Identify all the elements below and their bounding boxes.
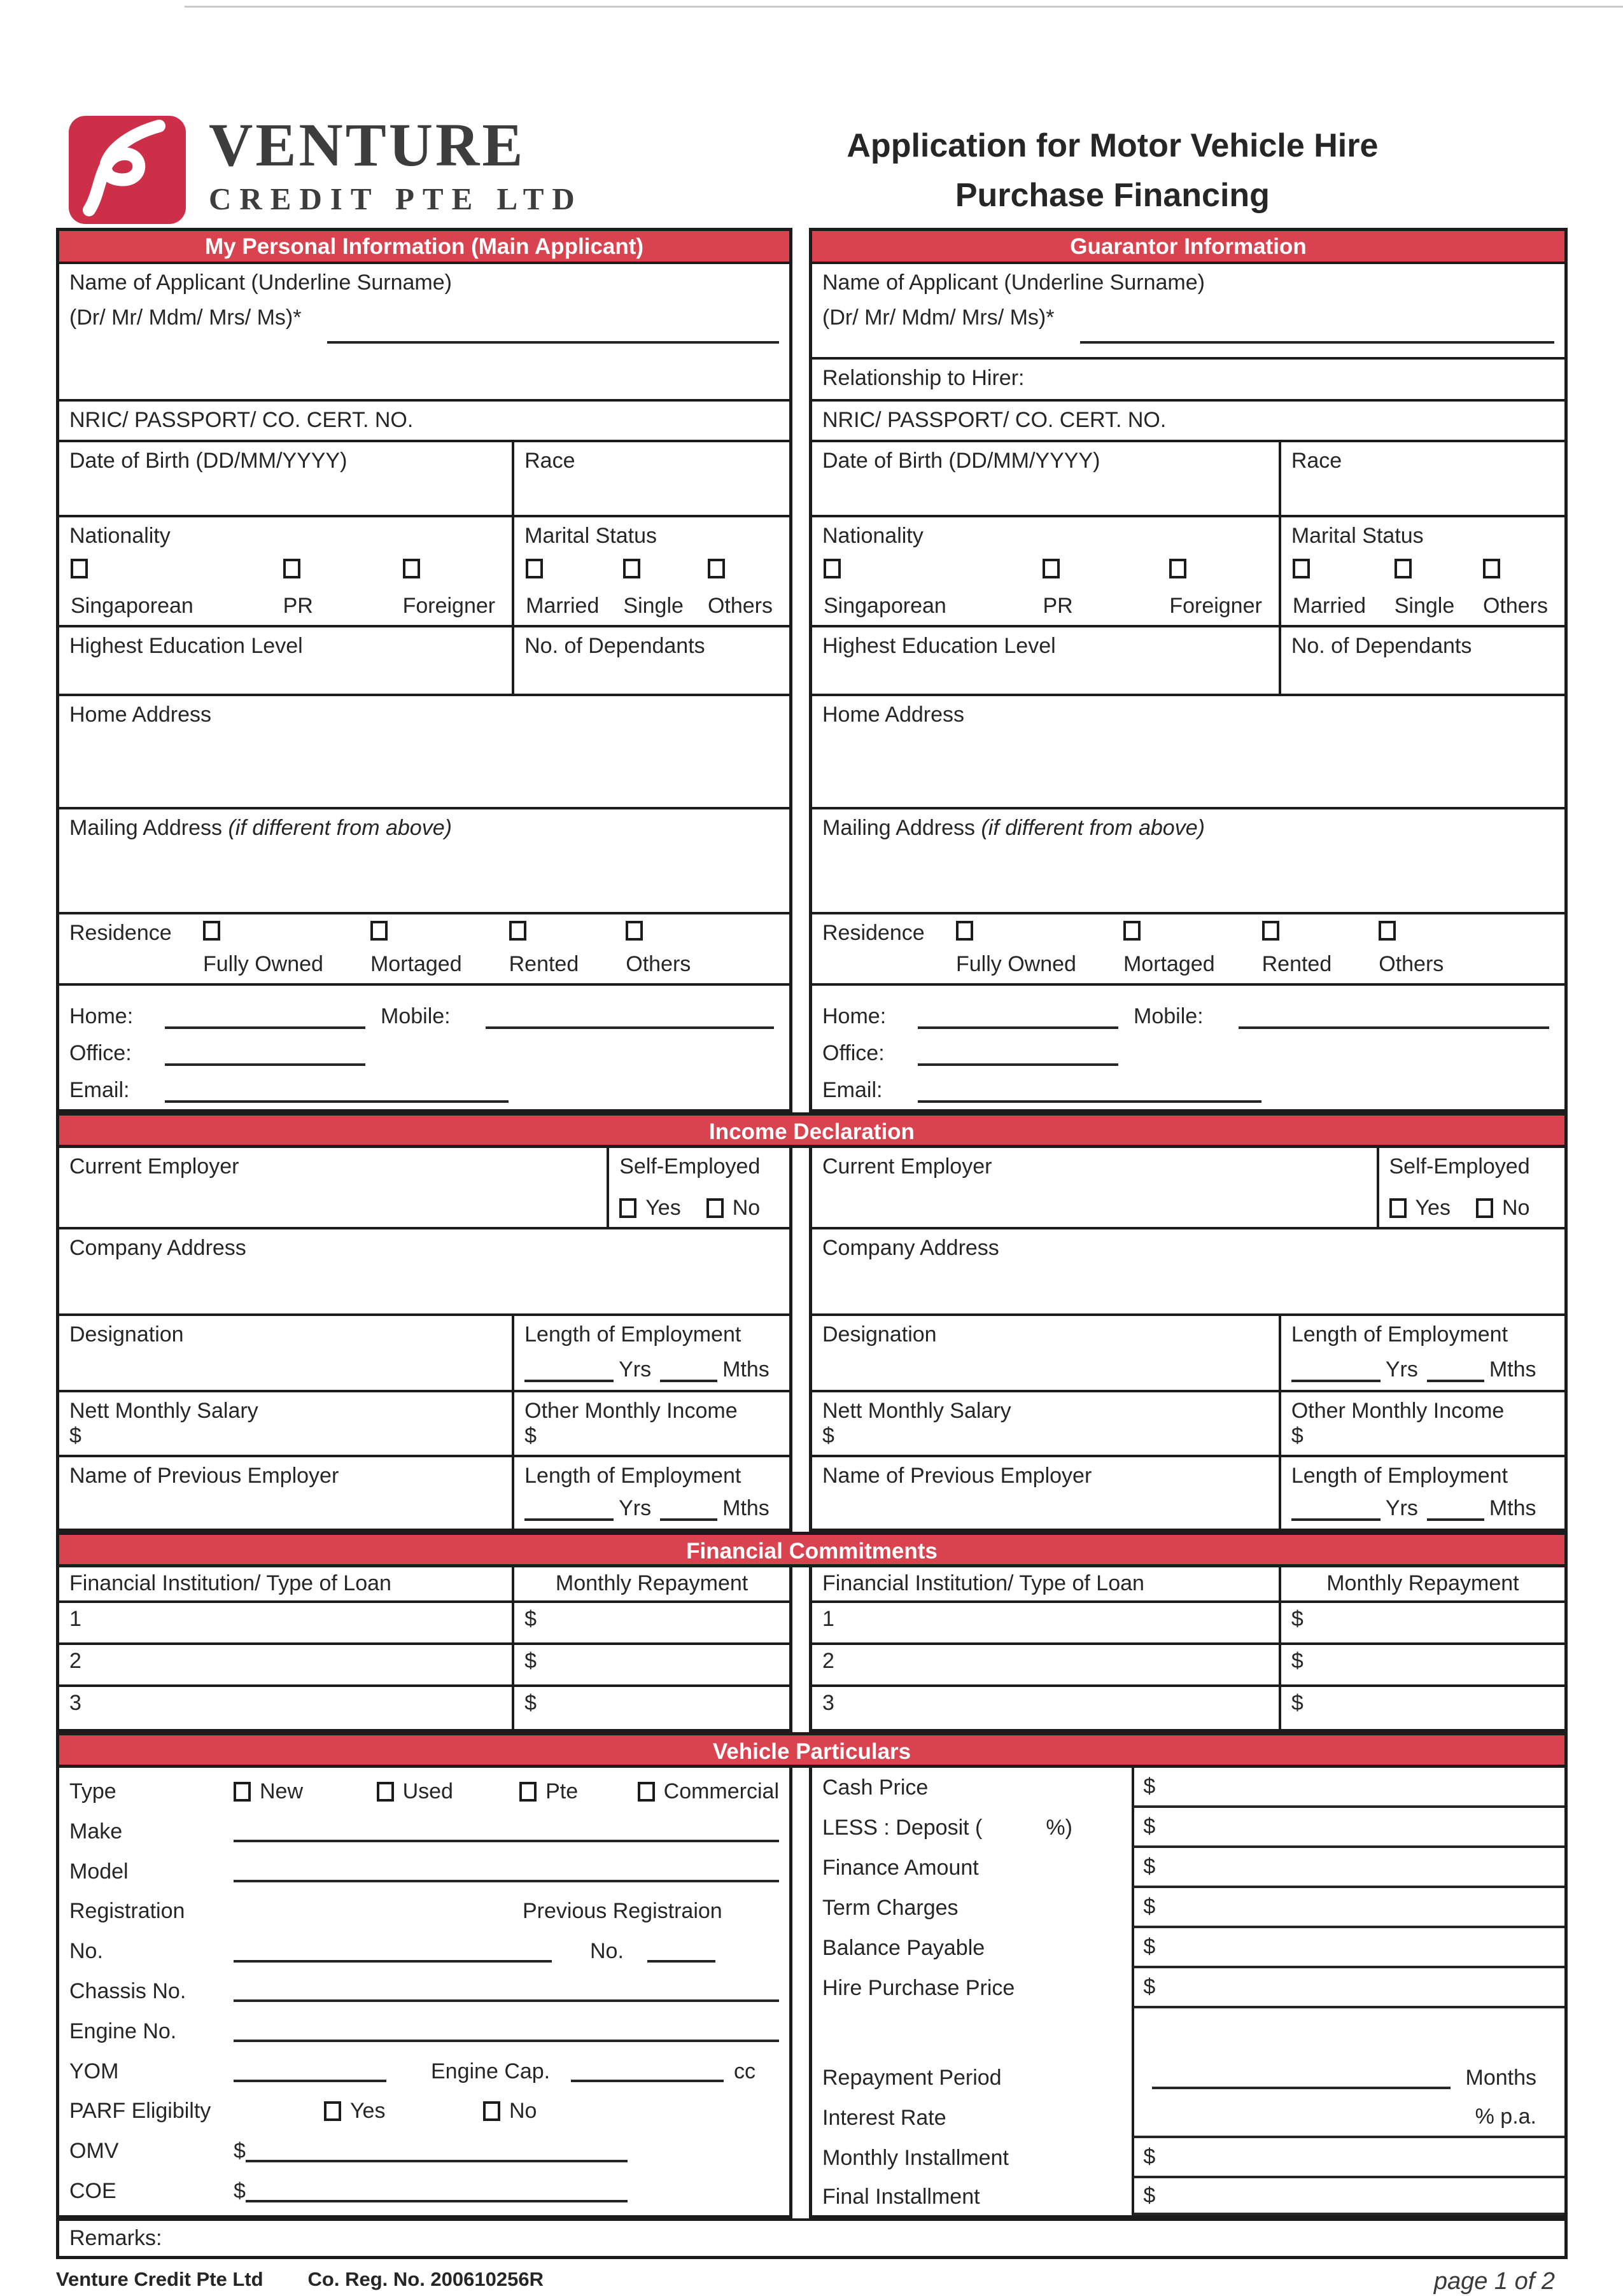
applicant-self-employed-no-checkbox[interactable] — [706, 1198, 724, 1218]
applicant-repayment-row-2[interactable]: $ — [512, 1645, 789, 1684]
guarantor-prev-length-employment-label: Length of Employment — [1291, 1464, 1508, 1488]
guarantor-office-phone-label: Office: — [822, 1041, 885, 1065]
guarantor-other-income-cell[interactable] — [1279, 1392, 1564, 1455]
vehicle-new-checkbox[interactable] — [234, 1782, 251, 1802]
vehicle-parf-no-label: No — [509, 2099, 537, 2124]
guarantor-fully-owned-checkbox[interactable] — [956, 921, 973, 941]
guarantor-loan-row-1[interactable]: 1 — [822, 1607, 834, 1631]
guarantor-self-employed-no-checkbox[interactable] — [1476, 1198, 1493, 1218]
months-label: Months — [1465, 2066, 1536, 2090]
applicant-fully-owned-label: Fully Owned — [203, 952, 323, 976]
applicant-home-address-label: Home Address — [69, 703, 211, 727]
form-body — [56, 228, 1568, 2295]
guarantor-fully-owned-label: Fully Owned — [956, 952, 1076, 976]
applicant-prev-length-employment-cell — [512, 1457, 789, 1529]
applicant-company-address-label: Company Address — [69, 1236, 246, 1260]
applicant-repayment-header: Monthly Repayment — [512, 1567, 789, 1600]
guarantor-nett-salary-label: Nett Monthly Salary — [822, 1399, 1011, 1423]
vehicle-yom-field[interactable] — [234, 2061, 386, 2082]
applicant-rented-checkbox[interactable] — [509, 921, 526, 941]
guarantor-length-employment-cell — [1279, 1316, 1564, 1390]
vehicle-engine-cap-field[interactable] — [571, 2061, 724, 2082]
guarantor-designation-label: Designation — [822, 1322, 937, 1347]
vehicle-prev-reg-no-label: No. — [590, 1939, 624, 1964]
vehicle-make-label: Make — [69, 1819, 123, 1844]
guarantor-singaporean-checkbox[interactable] — [824, 559, 841, 578]
guarantor-name-label: Name of Applicant (Underline Surname) — [822, 270, 1205, 295]
vehicle-registration-label: Registration — [69, 1899, 185, 1924]
vehicle-coe-field[interactable] — [246, 2181, 628, 2202]
form-title-line1: Application for Motor Vehicle Hire — [847, 127, 1379, 164]
guarantor-dependants-cell[interactable] — [1279, 627, 1564, 694]
form-header — [64, 111, 1566, 226]
applicant-others-marital-checkbox[interactable] — [708, 559, 725, 578]
applicant-previous-employer-label: Name of Previous Employer — [69, 1464, 339, 1488]
vehicle-engine-no-field[interactable] — [234, 2020, 779, 2042]
guarantor-home-address-label: Home Address — [822, 703, 964, 727]
vehicle-financing-spacer — [812, 2008, 1132, 2058]
guarantor-prev-yrs-label: Yrs — [1385, 1496, 1418, 1520]
applicant-prev-mths-label: Mths — [722, 1496, 769, 1520]
applicant-dependants-cell[interactable] — [512, 627, 789, 694]
guarantor-dob-cell[interactable] — [812, 442, 1279, 515]
guarantor-nric-cell[interactable] — [812, 402, 1564, 440]
applicant-mailing-note: (if different from above) — [228, 816, 452, 840]
vehicle-details-box — [56, 1768, 792, 2218]
vehicle-coe-label: COE — [69, 2179, 116, 2204]
applicant-self-employed-no-label: No — [732, 1196, 761, 1220]
guarantor-married-checkbox[interactable] — [1293, 559, 1310, 578]
guarantor-self-employed-yes-label: Yes — [1415, 1196, 1451, 1220]
applicant-single-label: Single — [623, 594, 684, 618]
applicant-mailing-address-cell[interactable] — [59, 809, 789, 912]
brand-subname: CREDIT PTE LTD — [209, 181, 583, 216]
applicant-fully-owned-checkbox[interactable] — [203, 921, 220, 941]
repayment-period-field[interactable] — [1132, 2058, 1564, 2098]
guarantor-self-employed-cell — [1377, 1148, 1565, 1227]
vehicle-engine-no-label: Engine No. — [69, 2019, 177, 2043]
vehicle-particulars-banner: Vehicle Particulars — [56, 1732, 1568, 1768]
applicant-prev-employment-yrs-field[interactable] — [524, 1499, 614, 1521]
guarantor-contact-cell — [812, 986, 1564, 1109]
vehicle-engine-cap-label: Engine Cap. — [431, 2059, 551, 2083]
guarantor-self-employed-yes-checkbox[interactable] — [1389, 1198, 1407, 1218]
applicant-other-income-cell[interactable] — [512, 1392, 789, 1455]
guarantor-employment-mths-field[interactable] — [1427, 1361, 1484, 1382]
remarks-label: Remarks: — [69, 2226, 162, 2250]
guarantor-income-table — [809, 1148, 1568, 1532]
pa-label: % p.a. — [1475, 2104, 1536, 2129]
guarantor-race-label: Race — [1291, 449, 1342, 473]
vehicle-chassis-label: Chassis No. — [69, 1978, 186, 2003]
repayment-period-label: Repayment Period — [822, 2066, 1002, 2090]
applicant-single-checkbox[interactable] — [623, 559, 640, 578]
page-number: page 1 of 2 — [1433, 2268, 1555, 2295]
applicant-singaporean-label: Singaporean — [71, 594, 193, 618]
applicant-foreigner-checkbox[interactable] — [403, 559, 420, 578]
vehicle-used-label: Used — [402, 1779, 453, 1803]
guarantor-current-employer-cell[interactable] — [812, 1148, 1377, 1227]
form-title-line2: Purchase Financing — [955, 177, 1270, 214]
guarantor-salutation-label: (Dr/ Mr/ Mdm/ Mrs/ Ms)* — [822, 305, 1055, 330]
guarantor-home-address-cell[interactable] — [812, 696, 1564, 807]
vehicle-parf-label: PARF Eligibilty — [69, 2099, 211, 2124]
guarantor-institution-header: Financial Institution/ Type of Loan — [822, 1571, 1144, 1595]
interest-rate-label: Interest Rate — [822, 2106, 946, 2130]
page-footer — [56, 2268, 1568, 2295]
applicant-mobile-field[interactable] — [486, 1007, 774, 1029]
guarantor-designation-cell[interactable] — [812, 1316, 1279, 1390]
guarantor-repayment-row-1[interactable]: $ — [1279, 1603, 1564, 1642]
guarantor-rented-checkbox[interactable] — [1262, 921, 1279, 941]
applicant-current-employer-label: Current Employer — [69, 1154, 239, 1179]
vehicle-parf-yes-checkbox[interactable] — [324, 2101, 341, 2121]
applicant-nationality-cell — [59, 517, 512, 625]
guarantor-single-checkbox[interactable] — [1395, 559, 1412, 578]
logo-swirl-icon — [64, 115, 191, 226]
guarantor-pr-checkbox[interactable] — [1043, 559, 1060, 578]
vehicle-financing-box — [809, 1768, 1568, 2218]
applicant-pr-label: PR — [283, 594, 313, 618]
applicant-loan-row-2[interactable]: 2 — [69, 1649, 81, 1673]
applicant-mobile-label: Mobile: — [381, 1004, 451, 1028]
applicant-marital-cell — [512, 517, 789, 625]
hire-purchase-price-field[interactable]: $ — [1132, 1968, 1564, 2008]
vehicle-reg-no-field[interactable] — [234, 1941, 552, 1963]
applicant-mortaged-label: Mortaged — [370, 952, 462, 976]
guarantor-marital-label: Marital Status — [1291, 524, 1424, 548]
guarantor-company-address-cell[interactable] — [812, 1229, 1564, 1313]
vehicle-type-label: Type — [69, 1779, 116, 1803]
applicant-office-phone-field[interactable] — [165, 1044, 365, 1066]
guarantor-office-phone-field[interactable] — [918, 1044, 1118, 1066]
guarantor-dob-label: Date of Birth (DD/MM/YYYY) — [822, 449, 1100, 473]
vehicle-pte-label: Pte — [545, 1779, 579, 1803]
income-declaration-banner: Income Declaration — [56, 1112, 1568, 1148]
applicant-home-address-cell[interactable] — [59, 696, 789, 807]
scan-artifact-line — [185, 6, 1623, 8]
term-charges-label: Term Charges — [822, 1896, 959, 1920]
vehicle-prev-registration-label: Previous Registraion — [523, 1899, 722, 1924]
guarantor-prev-length-employment-cell — [1279, 1457, 1564, 1529]
vehicle-omv-field[interactable] — [246, 2141, 628, 2162]
applicant-office-phone-label: Office: — [69, 1041, 132, 1065]
applicant-married-label: Married — [526, 594, 600, 618]
less-deposit-label: LESS : Deposit ( %) — [822, 1816, 1072, 1840]
applicant-other-income-currency: $ — [524, 1424, 537, 1448]
applicant-prev-employment-mths-field[interactable] — [660, 1499, 717, 1521]
vehicle-used-checkbox[interactable] — [377, 1782, 394, 1802]
guarantor-race-cell[interactable] — [1279, 442, 1564, 515]
applicant-dob-cell[interactable] — [59, 442, 512, 515]
guarantor-foreigner-label: Foreigner — [1169, 594, 1262, 618]
guarantor-others-residence-checkbox[interactable] — [1379, 921, 1396, 941]
final-installment-label: Final Installment — [822, 2184, 980, 2209]
applicant-self-employed-cell — [607, 1148, 789, 1227]
guarantor-nett-salary-cell[interactable] — [812, 1392, 1279, 1455]
guarantor-employment-yrs-field[interactable] — [1291, 1361, 1381, 1382]
guarantor-education-cell[interactable] — [812, 627, 1279, 694]
guarantor-commitments-table — [809, 1567, 1568, 1732]
guarantor-education-label: Highest Education Level — [822, 634, 1056, 658]
vehicle-omv-label: OMV — [69, 2139, 119, 2164]
vehicle-reg-no-label: No. — [69, 1939, 103, 1964]
applicant-repayment-row-3[interactable]: $ — [512, 1687, 789, 1729]
guarantor-prev-employment-yrs-field[interactable] — [1291, 1499, 1381, 1521]
applicant-employment-mths-field[interactable] — [660, 1361, 717, 1382]
applicant-foreigner-label: Foreigner — [402, 594, 496, 618]
vehicle-yom-label: YOM — [69, 2059, 119, 2083]
applicant-residence-cell — [59, 914, 789, 983]
guarantor-info-banner: Guarantor Information — [812, 231, 1564, 264]
guarantor-mortaged-checkbox[interactable] — [1123, 921, 1141, 941]
guarantor-home-phone-label: Home: — [822, 1004, 887, 1028]
guarantor-pr-label: PR — [1043, 594, 1073, 618]
vehicle-parf-yes-label: Yes — [350, 2099, 386, 2124]
vehicle-model-field[interactable] — [234, 1861, 779, 1882]
guarantor-previous-employer-cell[interactable] — [812, 1457, 1279, 1529]
vehicle-commercial-label: Commercial — [663, 1779, 779, 1803]
applicant-length-employment-cell — [512, 1316, 789, 1390]
guarantor-nric-label: NRIC/ PASSPORT/ CO. CERT. NO. — [822, 408, 1167, 432]
applicant-self-employed-yes-label: Yes — [645, 1196, 681, 1220]
applicant-current-employer-cell[interactable] — [59, 1148, 607, 1227]
monthly-installment-field[interactable]: $ — [1132, 2138, 1564, 2178]
vehicle-prev-reg-no-field[interactable] — [647, 1941, 715, 1963]
applicant-others-marital-label: Others — [707, 594, 773, 618]
applicant-length-employment-label: Length of Employment — [524, 1322, 741, 1347]
applicant-repayment-row-1[interactable]: $ — [512, 1603, 789, 1642]
guarantor-prev-mths-label: Mths — [1489, 1496, 1536, 1520]
guarantor-singaporean-label: Singaporean — [824, 594, 946, 618]
applicant-mortaged-checkbox[interactable] — [370, 921, 388, 941]
financial-commitments-banner: Financial Commitments — [56, 1532, 1568, 1567]
final-installment-field[interactable]: $ — [1132, 2178, 1564, 2215]
applicant-nric-label: NRIC/ PASSPORT/ CO. CERT. NO. — [69, 408, 414, 432]
guarantor-residence-label: Residence — [822, 921, 925, 945]
guarantor-mortaged-label: Mortaged — [1123, 952, 1215, 976]
guarantor-relationship-label: Relationship to Hirer: — [822, 366, 1025, 390]
applicant-designation-label: Designation — [69, 1322, 184, 1347]
applicant-self-employed-yes-checkbox[interactable] — [619, 1198, 636, 1218]
guarantor-residence-cell — [812, 914, 1564, 983]
guarantor-rented-label: Rented — [1261, 952, 1332, 976]
applicant-race-label: Race — [524, 449, 575, 473]
applicant-loan-row-3[interactable]: 3 — [69, 1691, 81, 1715]
applicant-nric-cell[interactable] — [59, 402, 789, 440]
vehicle-make-field[interactable] — [234, 1821, 779, 1842]
guarantor-loan-row-2[interactable]: 2 — [822, 1649, 834, 1673]
vehicle-pte-checkbox[interactable] — [519, 1782, 537, 1802]
applicant-self-employed-label: Self-Employed — [619, 1154, 761, 1179]
guarantor-self-employed-no-label: No — [1501, 1196, 1530, 1220]
applicant-dob-label: Date of Birth (DD/MM/YYYY) — [69, 449, 348, 473]
less-deposit-field[interactable]: $ — [1132, 1808, 1564, 1848]
guarantor-others-residence-label: Others — [1379, 952, 1444, 976]
applicant-commitments-table — [56, 1567, 792, 1732]
guarantor-mobile-field[interactable] — [1239, 1007, 1549, 1029]
guarantor-nationality-cell — [812, 517, 1279, 625]
balance-payable-field[interactable]: $ — [1132, 1928, 1564, 1968]
personal-info-banner: My Personal Information (Main Applicant) — [59, 231, 789, 264]
footer-reg-no: Co. Reg. No. 200610256R — [307, 2268, 544, 2290]
guarantor-nationality-label: Nationality — [822, 524, 924, 548]
applicant-loan-row-1[interactable]: 1 — [69, 1607, 81, 1631]
guarantor-mailing-address-label: Mailing Address (if different from above) — [822, 816, 1205, 840]
applicant-contact-cell — [59, 986, 789, 1109]
guarantor-info-table — [809, 228, 1568, 1112]
vehicle-coe-currency: $ — [234, 2179, 246, 2204]
applicant-name-field[interactable] — [327, 322, 780, 344]
vehicle-model-label: Model — [69, 1859, 129, 1884]
guarantor-other-income-currency: $ — [1291, 1424, 1303, 1448]
guarantor-email-label: Email: — [822, 1078, 883, 1102]
applicant-others-residence-checkbox[interactable] — [626, 921, 643, 941]
applicant-prev-length-employment-label: Length of Employment — [524, 1464, 741, 1488]
applicant-marital-label: Marital Status — [524, 524, 657, 548]
applicant-residence-label: Residence — [69, 921, 172, 945]
applicant-previous-employer-cell[interactable] — [59, 1457, 512, 1529]
applicant-other-income-label: Other Monthly Income — [524, 1399, 738, 1423]
applicant-race-cell[interactable] — [512, 442, 789, 515]
guarantor-company-address-label: Company Address — [822, 1236, 999, 1260]
vehicle-new-label: New — [260, 1779, 304, 1803]
applicant-email-label: Email: — [69, 1078, 130, 1102]
guarantor-mths-label: Mths — [1489, 1357, 1536, 1382]
applicant-mailing-address-label: Mailing Address (if different from above) — [69, 816, 452, 840]
applicant-company-address-cell[interactable] — [59, 1229, 789, 1313]
guarantor-others-marital-label: Others — [1482, 594, 1548, 618]
applicant-married-checkbox[interactable] — [526, 559, 543, 578]
guarantor-married-label: Married — [1292, 594, 1367, 618]
remarks-cell[interactable] — [56, 2218, 1568, 2259]
applicant-employment-yrs-field[interactable] — [524, 1361, 614, 1382]
guarantor-marital-cell — [1279, 517, 1564, 625]
guarantor-loan-row-3[interactable]: 3 — [822, 1691, 834, 1715]
term-charges-field[interactable]: $ — [1132, 1888, 1564, 1928]
applicant-institution-header: Financial Institution/ Type of Loan — [69, 1571, 391, 1595]
applicant-rented-label: Rented — [509, 952, 579, 976]
applicant-pr-checkbox[interactable] — [283, 559, 300, 578]
personal-info-table — [56, 228, 792, 1112]
vehicle-parf-no-checkbox[interactable] — [483, 2101, 500, 2121]
guarantor-name-cell — [812, 264, 1564, 357]
applicant-education-label: Highest Education Level — [69, 634, 303, 658]
applicant-dependants-label: No. of Dependants — [524, 634, 705, 658]
applicant-nett-salary-label: Nett Monthly Salary — [69, 1399, 258, 1423]
guarantor-nett-salary-currency: $ — [822, 1424, 834, 1448]
guarantor-relationship-cell[interactable] — [812, 360, 1564, 399]
applicant-singaporean-checkbox[interactable] — [71, 559, 88, 578]
guarantor-mobile-label: Mobile: — [1134, 1004, 1204, 1028]
guarantor-others-marital-checkbox[interactable] — [1483, 559, 1500, 578]
finance-amount-label: Finance Amount — [822, 1856, 979, 1880]
applicant-others-residence-label: Others — [626, 952, 691, 976]
brand-name: VENTURE — [209, 111, 526, 179]
guarantor-repayment-row-3[interactable]: $ — [1279, 1687, 1564, 1729]
footer-company-name: Venture Credit Pte Ltd — [56, 2268, 263, 2290]
guarantor-repayment-header: Monthly Repayment — [1279, 1567, 1564, 1600]
footer-company-info — [56, 2268, 588, 2291]
guarantor-prev-employment-mths-field[interactable] — [1427, 1499, 1484, 1521]
guarantor-mailing-address-cell[interactable] — [812, 809, 1564, 912]
guarantor-current-employer-label: Current Employer — [822, 1154, 992, 1179]
guarantor-repayment-row-2[interactable]: $ — [1279, 1645, 1564, 1684]
applicant-home-phone-field[interactable] — [165, 1007, 365, 1029]
applicant-prev-yrs-label: Yrs — [619, 1496, 652, 1520]
balance-payable-label: Balance Payable — [822, 1936, 985, 1960]
brand-text — [209, 111, 583, 217]
guarantor-mailing-note: (if different from above) — [981, 816, 1205, 840]
vehicle-financing-spacer-value — [1132, 2008, 1564, 2058]
guarantor-yrs-label: Yrs — [1385, 1357, 1418, 1382]
applicant-income-table — [56, 1148, 792, 1532]
applicant-nationality-label: Nationality — [69, 524, 171, 548]
cash-price-label: Cash Price — [822, 1775, 929, 1800]
applicant-salutation-label: (Dr/ Mr/ Mdm/ Mrs/ Ms)* — [69, 305, 302, 330]
monthly-installment-label: Monthly Installment — [822, 2146, 1009, 2170]
applicant-mths-label: Mths — [722, 1357, 769, 1382]
vehicle-commercial-checkbox[interactable] — [638, 1782, 655, 1802]
guarantor-other-income-label: Other Monthly Income — [1291, 1399, 1505, 1423]
applicant-yrs-label: Yrs — [619, 1357, 652, 1382]
vehicle-omv-currency: $ — [234, 2139, 246, 2164]
applicant-nett-salary-currency: $ — [69, 1424, 81, 1448]
cash-price-field[interactable]: $ — [1132, 1768, 1564, 1808]
guarantor-home-phone-field[interactable] — [918, 1007, 1118, 1029]
guarantor-length-employment-label: Length of Employment — [1291, 1322, 1508, 1347]
guarantor-previous-employer-label: Name of Previous Employer — [822, 1464, 1092, 1488]
guarantor-single-label: Single — [1394, 594, 1455, 618]
applicant-education-cell[interactable] — [59, 627, 512, 694]
guarantor-self-employed-label: Self-Employed — [1389, 1154, 1530, 1179]
applicant-designation-cell[interactable] — [59, 1316, 512, 1390]
applicant-home-phone-label: Home: — [69, 1004, 134, 1028]
guarantor-dependants-label: No. of Dependants — [1291, 634, 1472, 658]
vehicle-cc-label: cc — [734, 2059, 755, 2083]
guarantor-name-field[interactable] — [1080, 322, 1555, 344]
applicant-name-cell — [59, 264, 789, 399]
applicant-email-field[interactable] — [165, 1081, 509, 1103]
guarantor-email-field[interactable] — [918, 1081, 1261, 1103]
applicant-nett-salary-cell[interactable] — [59, 1392, 512, 1455]
venture-credit-logo — [64, 111, 583, 226]
form-title — [583, 121, 1566, 220]
applicant-name-label: Name of Applicant (Underline Surname) — [69, 270, 452, 295]
hire-purchase-price-label: Hire Purchase Price — [822, 1976, 1015, 2000]
finance-amount-field[interactable]: $ — [1132, 1848, 1564, 1888]
vehicle-chassis-field[interactable] — [234, 1980, 779, 2002]
interest-rate-field[interactable] — [1132, 2098, 1564, 2138]
guarantor-foreigner-checkbox[interactable] — [1169, 559, 1186, 578]
